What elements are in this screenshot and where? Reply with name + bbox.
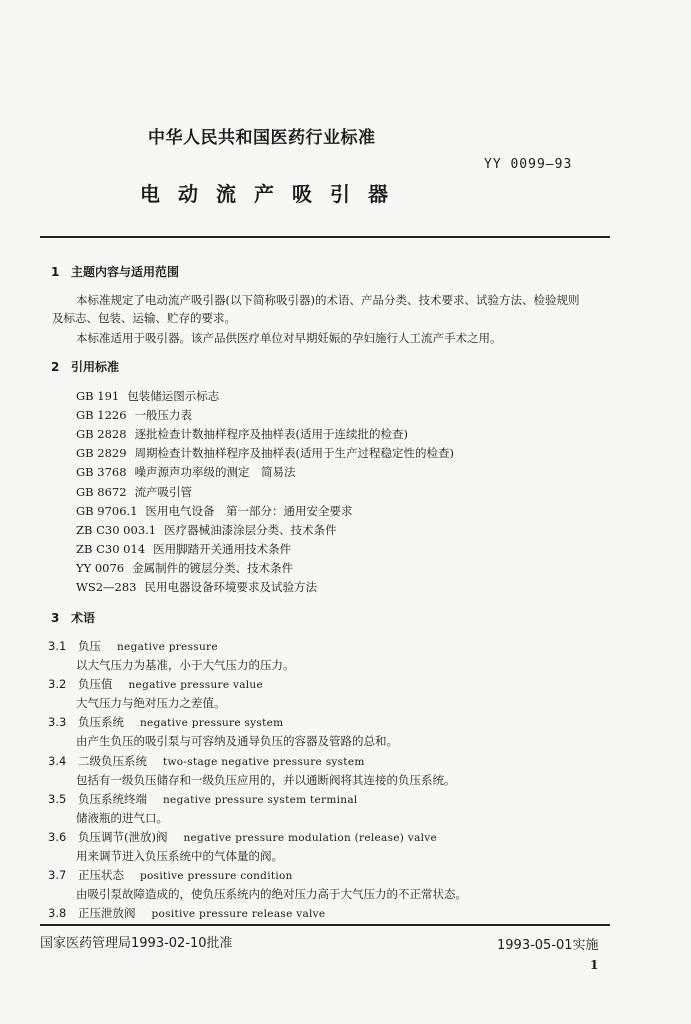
reference-title: 医疗器械油漆涂层分类、技术条件 (164, 523, 337, 537)
organization-title: 中华人民共和国医药行业标准 (148, 128, 376, 148)
term-english: two-stage negative pressure system (163, 756, 365, 768)
term-entry (48, 905, 325, 921)
reference-item (76, 484, 192, 500)
section-title: 主题内容与适用范围 (71, 265, 180, 279)
term-number: 3.8 (48, 906, 67, 920)
term-number: 3.6 (48, 830, 67, 844)
reference-code: GB 2829 (76, 446, 127, 460)
reference-code: GB 8672 (76, 485, 127, 499)
term-definition: 大气压力与绝对压力之差值。 (76, 696, 226, 710)
section-title: 术语 (71, 611, 96, 625)
reference-title: 流产吸引管 (134, 485, 193, 499)
reference-item (76, 426, 408, 442)
footer-divider (40, 924, 610, 926)
term-number: 3.2 (48, 677, 67, 691)
term-english: negative pressure system (140, 717, 284, 729)
reference-code: GB 2828 (76, 427, 127, 441)
reference-title: 周期检查计数抽样程序及抽样表(适用于生产过程稳定性的检查) (134, 446, 455, 460)
term-definition: 包括有一级负压储存和一级负压应用的，并以通断阀将其连接的负压系统。 (76, 773, 456, 787)
term-chinese: 负压 (78, 639, 101, 653)
reference-code: WS2—283 (76, 580, 137, 594)
section-3-heading (51, 609, 95, 626)
section-1-para-1-line-2: 及标志、包装、运输、贮存的要求。 (52, 311, 236, 325)
term-chinese: 正压泄放阀 (78, 906, 136, 920)
term-entry (48, 867, 293, 883)
section-1-heading (51, 263, 179, 280)
reference-code: GB 3768 (76, 465, 127, 479)
approval-line: 国家医药管理局1993-02-10批准 (40, 936, 233, 951)
term-entry (48, 753, 365, 769)
term-chinese: 负压值 (78, 677, 113, 691)
reference-code: ZB C30 003.1 (76, 523, 157, 537)
reference-title: 一般压力表 (134, 408, 193, 422)
standard-code: YY 0099—93 (484, 157, 573, 172)
term-chinese: 二级负压系统 (78, 754, 147, 768)
term-number: 3.1 (48, 639, 67, 653)
term-chinese: 负压系统终端 (78, 792, 147, 806)
reference-item (76, 464, 296, 480)
reference-code: GB 1226 (76, 408, 127, 422)
term-number: 3.3 (48, 715, 67, 729)
reference-title: 医用脚踏开关通用技术条件 (153, 542, 292, 556)
reference-item (76, 503, 353, 519)
section-number: 2 (51, 360, 60, 374)
term-number: 3.5 (48, 792, 67, 806)
reference-code: GB 191 (76, 389, 120, 403)
term-definition: 用来调节进入负压系统中的气体量的阀。 (76, 849, 283, 863)
reference-title: 噪声源声功率级的测定 简易法 (134, 465, 296, 479)
reference-code: ZB C30 014 (76, 542, 146, 556)
reference-item (76, 445, 454, 461)
reference-item (76, 407, 192, 423)
term-entry (48, 676, 263, 692)
term-chinese: 正压状态 (78, 868, 124, 882)
term-english: negative pressure value (128, 679, 264, 691)
term-english: positive pressure release valve (151, 908, 326, 920)
section-number: 1 (51, 265, 60, 279)
term-number: 3.7 (48, 868, 67, 882)
section-1-para-1-line-1: 本标准规定了电动流产吸引器(以下简称吸引器)的术语、产品分类、技术要求、试验方法、检验规则 (76, 293, 580, 307)
term-english: negative pressure (117, 641, 218, 653)
reference-item (76, 388, 219, 404)
term-definition: 由产生负压的吸引泵与可容纳及通导负压的容器及管路的总和。 (76, 734, 398, 748)
reference-item (76, 579, 317, 595)
effective-date: 1993-05-01实施 (497, 938, 599, 953)
reference-title: 医用电气设备 第一部分：通用安全要求 (145, 504, 353, 518)
term-chinese: 负压调节(泄放)阀 (78, 830, 168, 844)
document-title: 电动流产吸引器 (140, 182, 406, 206)
reference-title: 逐批检查计数抽样程序及抽样表(适用于连续批的检查) (134, 427, 409, 441)
section-title: 引用标准 (71, 360, 120, 374)
term-english: positive pressure condition (140, 870, 293, 882)
term-number: 3.4 (48, 754, 67, 768)
section-2-heading (51, 358, 119, 375)
section-number: 3 (51, 611, 60, 625)
term-definition: 储液瓶的进气口。 (76, 811, 168, 825)
reference-item (76, 541, 291, 557)
term-english: negative pressure system terminal (163, 794, 358, 806)
header-divider (40, 236, 610, 238)
term-entry (48, 714, 283, 730)
term-entry (48, 791, 358, 807)
section-1-para-2: 本标准适用于吸引器。该产品供医疗单位对早期妊娠的孕妇施行人工流产手术之用。 (76, 331, 502, 345)
term-english: negative pressure modulation (release) valve (183, 832, 438, 844)
page-number: 1 (590, 958, 599, 972)
reference-code: YY 0076 (76, 561, 125, 575)
term-definition: 由吸引泵故障造成的，使负压系统内的绝对压力高于大气压力的不正常状态。 (76, 887, 467, 901)
term-entry (48, 829, 437, 845)
reference-item (76, 522, 337, 538)
reference-title: 包装储运图示标志 (127, 389, 220, 403)
term-entry (48, 638, 218, 654)
reference-title: 民用电器设备环境要求及试验方法 (144, 580, 317, 594)
reference-title: 金属制件的镀层分类、技术条件 (132, 561, 294, 575)
reference-item (76, 560, 293, 576)
reference-code: GB 9706.1 (76, 504, 138, 518)
term-definition: 以大气压力为基准，小于大气压力的压力。 (76, 658, 295, 672)
term-chinese: 负压系统 (78, 715, 124, 729)
